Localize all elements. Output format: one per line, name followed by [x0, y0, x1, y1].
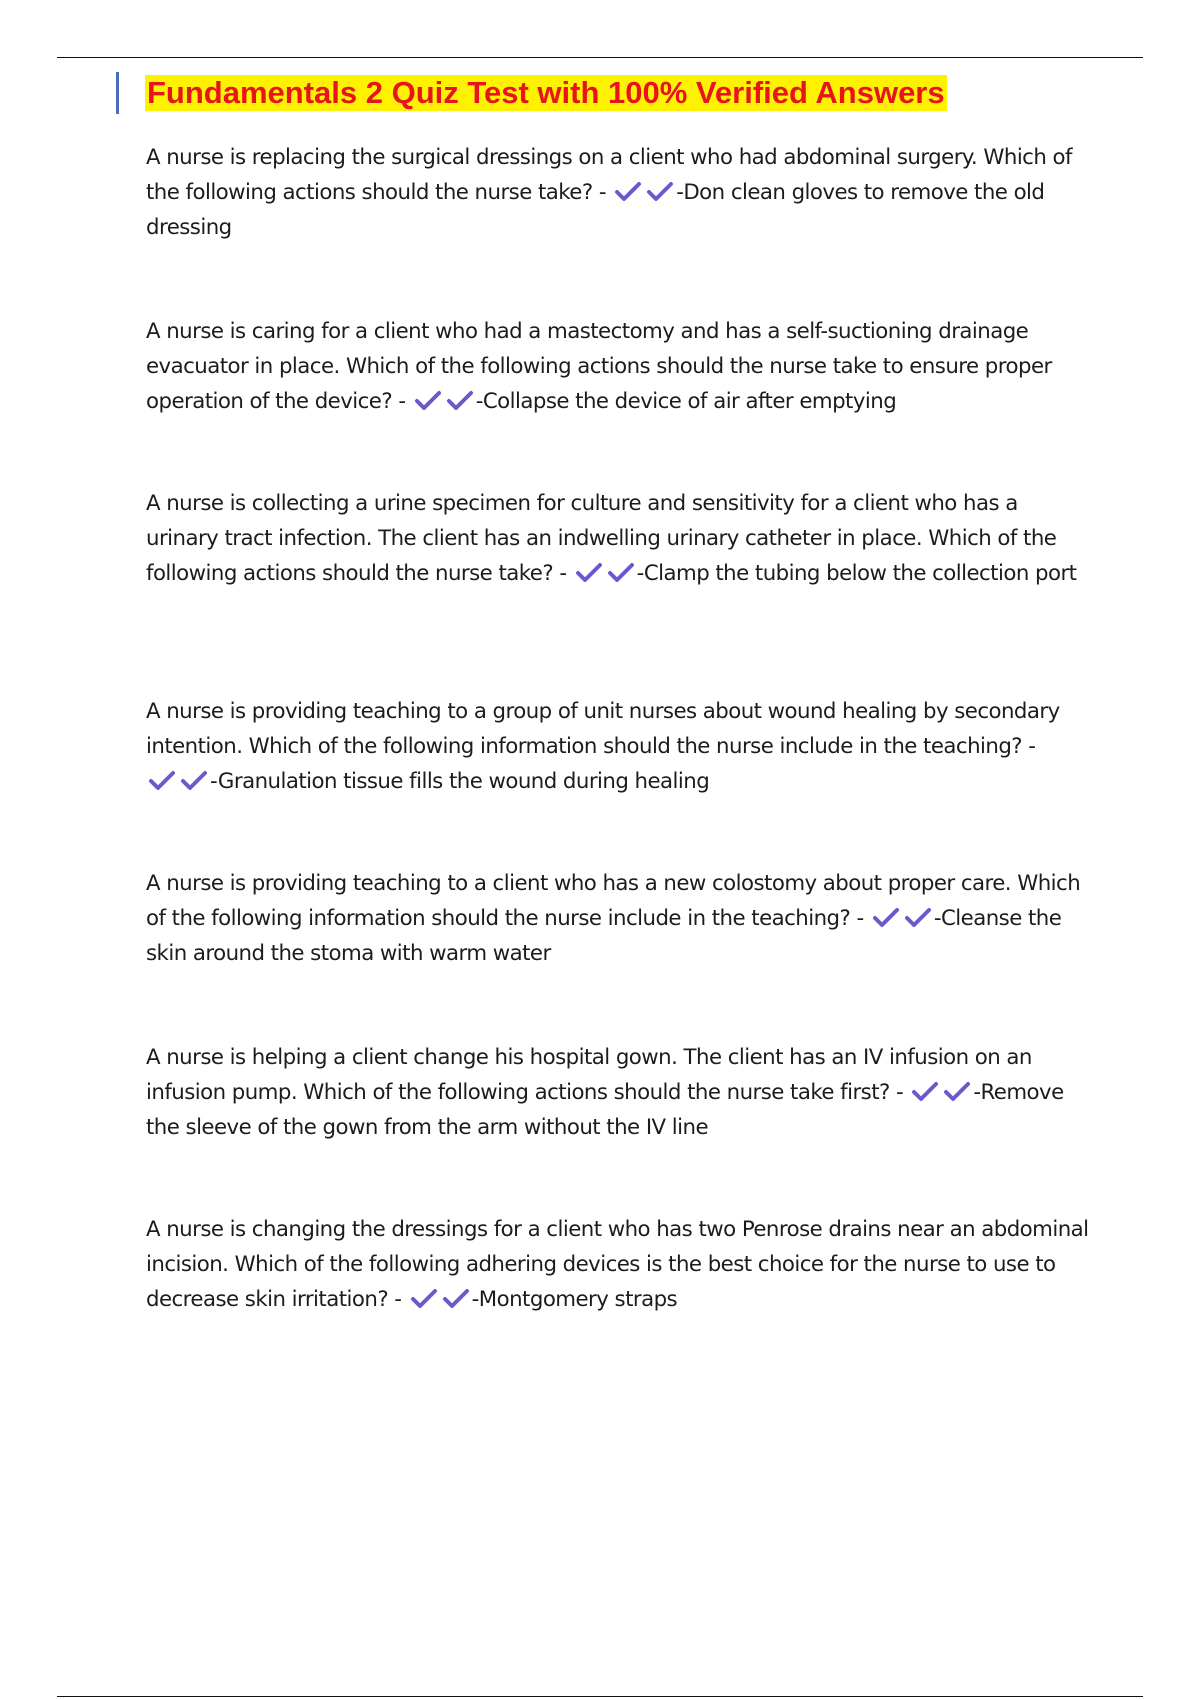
double-checkmark-icon: [414, 389, 474, 411]
separator-before: -: [1022, 734, 1036, 759]
answer-text: Clamp the tubing below the collection port: [643, 561, 1077, 586]
qa-item: [146, 314, 1096, 419]
qa-item: [146, 140, 1096, 245]
separator-after: -: [973, 1080, 981, 1105]
separator-before: -: [592, 180, 613, 205]
answer-text: Cleanse the skin around the stoma with warm water: [146, 906, 1062, 966]
qa-item: [146, 866, 1096, 971]
separator-before: -: [553, 561, 573, 586]
bottom-rule: [57, 1696, 1143, 1697]
qa-item: [146, 1212, 1096, 1317]
double-checkmark-icon: [614, 180, 674, 202]
qa-item: [146, 1040, 1096, 1145]
separator-after: -: [933, 906, 941, 931]
answer-text: Granulation tissue fills the wound during healing: [217, 769, 710, 794]
question-text: A nurse is replacing the surgical dressings on a client who had abdominal surgery. Which of the following actions should the nurse take?: [146, 145, 1072, 205]
separator-after: -: [210, 769, 218, 794]
question-text: A nurse is collecting a urine specimen for culture and sensitivity for a client who has a urinary tract infection. The client has an indwelling urinary catheter in place. Which of the following actions should the nurse take?: [146, 491, 1057, 586]
separator-after: -: [471, 1287, 479, 1312]
title-accent-bar: [116, 72, 119, 114]
question-text: A nurse is helping a client change his hospital gown. The client has an IV infusion on an infusion pump. Which of the following actions should the nurse take first?: [146, 1045, 1032, 1105]
separator-after: -: [475, 389, 483, 414]
double-checkmark-icon: [872, 906, 932, 928]
title-row: [116, 72, 947, 114]
separator-after: -: [636, 561, 644, 586]
page-title: Fundamentals 2 Quiz Test with 100% Verified Answers: [147, 75, 945, 110]
separator-before: -: [889, 1080, 910, 1105]
question-text: A nurse is providing teaching to a client who has a new colostomy about proper care. Which of the following information should the nurse include in the teaching?: [146, 871, 1081, 931]
double-checkmark-icon: [148, 769, 208, 791]
qa-item: [146, 694, 1096, 799]
question-text: A nurse is providing teaching to a group of unit nurses about wound healing by secondary intention. Which of the following information should the nurse include in the teaching?: [146, 699, 1060, 759]
top-rule: [57, 57, 1143, 58]
answer-text: Collapse the device of air after emptying: [482, 389, 897, 414]
separator-before: -: [850, 906, 870, 931]
question-text: A nurse is caring for a client who had a mastectomy and has a self-suctioning drainage evacuator in place. Which of the following actions should the nurse take to ensure proper operation of the device?: [146, 319, 1052, 414]
separator-before: -: [392, 389, 412, 414]
separator-after: -: [676, 180, 684, 205]
question-text: A nurse is changing the dressings for a client who has two Penrose drains near an abdominal incision. Which of the following adhering devices is the best choice for the nurse to use to decrease skin irritation?: [146, 1217, 1089, 1312]
answer-text: Montgomery straps: [478, 1287, 678, 1312]
double-checkmark-icon: [410, 1287, 470, 1309]
double-checkmark-icon: [575, 561, 635, 583]
qa-item: [146, 486, 1096, 591]
answer-text: Don clean gloves to remove the old dressing: [146, 180, 1045, 240]
separator-before: -: [388, 1287, 408, 1312]
double-checkmark-icon: [911, 1080, 971, 1102]
answer-text: Remove the sleeve of the gown from the arm without the IV line: [146, 1080, 1064, 1140]
